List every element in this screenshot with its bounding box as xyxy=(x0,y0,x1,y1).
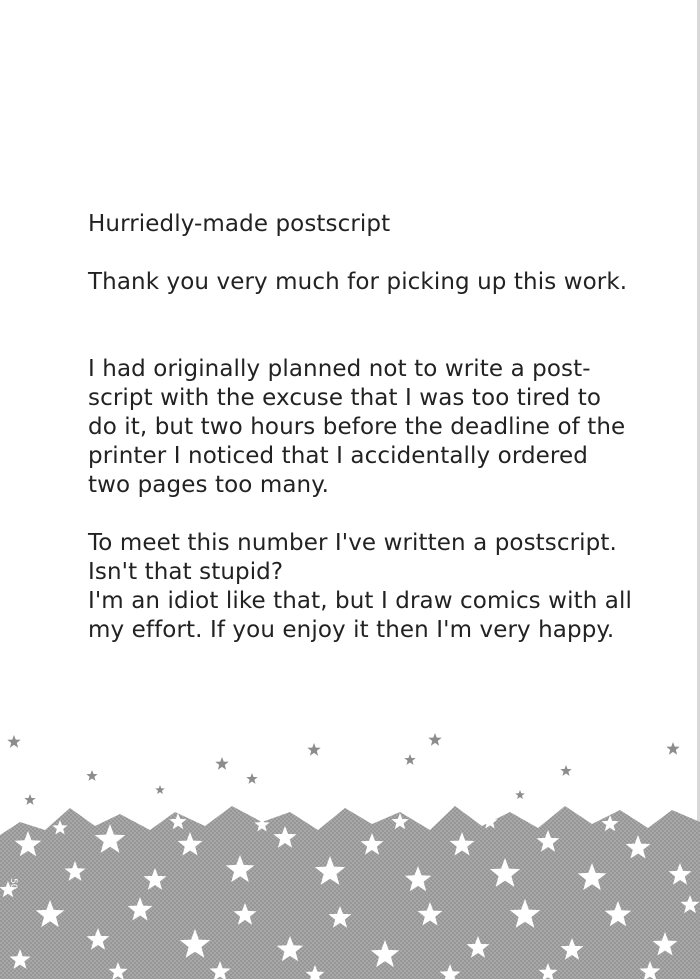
scatter-star xyxy=(404,754,415,765)
scatter-star xyxy=(86,770,97,781)
scatter-star xyxy=(307,743,320,756)
scatter-star xyxy=(215,757,228,770)
scatter-star xyxy=(24,794,35,805)
star-band xyxy=(0,806,700,979)
postscript-paragraph-1: I had originally planned not to write a post- script with the excuse that I was too tired to do it, but two hours before the deadline of the printer I noticed that I accidentally ordered two pages too many. xyxy=(88,356,626,498)
thanks-line: Thank you very much for picking up this work. xyxy=(88,269,628,295)
scatter-star xyxy=(515,790,525,799)
page-number: 50 xyxy=(8,878,18,890)
scatter-star xyxy=(7,735,20,748)
postscript-paragraph-2: To meet this number I've written a postscript. Isn't that stupid? I'm an idiot like that, but I draw comics with all my effort. If you enjoy it then I'm very happy. xyxy=(88,530,632,643)
scatter-star xyxy=(560,765,571,776)
scatter-star xyxy=(246,773,257,784)
scatter-star xyxy=(428,733,441,746)
postscript-heading: Hurriedly-made postscript xyxy=(88,211,391,237)
scatter-star xyxy=(666,742,679,755)
scatter-star xyxy=(155,785,165,794)
